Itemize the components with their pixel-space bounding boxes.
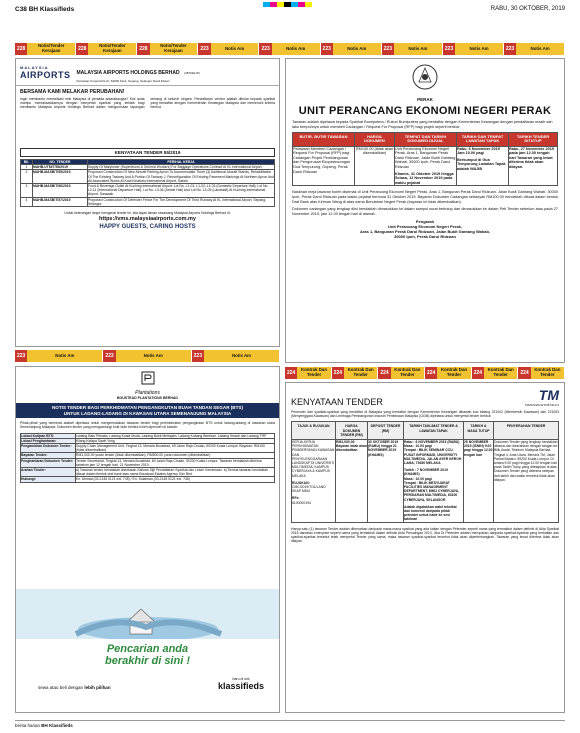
category-number: 223 bbox=[259, 43, 271, 55]
category-label: Kontrak Dan Tender bbox=[484, 367, 517, 379]
mahb-logo-bar bbox=[16, 59, 279, 86]
klassifieds-ad-illustration bbox=[16, 589, 279, 639]
perak-tempat-jual: Unit Perancang Ekonomi Negeri Perak, Aras 1, Bangunan Perak Darul Ridzuan, Jalan Bukit Gantang Wahab, 30000 Ipoh, Perak Darul Ridzuan bbox=[395, 146, 456, 169]
tm-header bbox=[286, 383, 564, 407]
category-number: 223 bbox=[504, 43, 516, 55]
tm-serah: Dokumen Tender yang lengkap hendaklah dibawa dan diserahkan dengan tangan ke: Bilik Asafa, Telekom Malaysia Berhad, Tingkat 4, Aras Utara, Menara TM, Jalan Pantai Baharu, 59200 Kuala Lumpur. Di antara 9.00 pagi hingga 12.00 tengah hari pada Tarikh Tutup yang ditetapkan di atas. Dokumen Tender yang diterima selepas dari tarikh dan waktu tersebut tidak akan dilayan. bbox=[494, 440, 559, 523]
mahb-company-no: (487092-W) bbox=[184, 70, 200, 75]
tm-header-1: HARGA DOKUMEN TENDER (RM) bbox=[336, 422, 368, 440]
category-number: 224 bbox=[518, 367, 530, 379]
table-row: Hubungi: En. Ahmad (03-2145 0121 ext. 745) / En. Sulaiman (03-2145 0121 ext. 746) bbox=[21, 477, 275, 482]
category-label: Notis Am bbox=[272, 43, 320, 55]
boustead-tender-ad bbox=[15, 366, 280, 713]
top-band-cell-4 bbox=[259, 43, 320, 55]
mid-band-right-cell-2 bbox=[378, 367, 425, 379]
mahb-url-link[interactable]: https://vms.malaysiaairports.com.my bbox=[99, 216, 196, 223]
category-label: Kontrak Dan Tender bbox=[531, 367, 564, 379]
mahb-kenyataan: KENYATAAN TENDER 55/2019 bbox=[20, 148, 275, 157]
category-label: Kontrak Dan Tender bbox=[437, 367, 470, 379]
tm-deposit: 30 OKTOBER 2019 (RABU) hingga 21 NOVEMBER 2019 (KHAMIS) bbox=[368, 440, 404, 523]
category-label: Kontrak Dan Tender bbox=[391, 367, 424, 379]
boustead-logo: Plantations BOUSTEAD PLANTATIONS BERHAD bbox=[16, 367, 279, 400]
category-number: 223 bbox=[192, 350, 204, 362]
mahb-slogan: HAPPY GUESTS, CARING HOSTS bbox=[99, 224, 196, 231]
category-label: Notis Am bbox=[455, 43, 503, 55]
top-category-band bbox=[15, 43, 565, 55]
table-row: Arahan Tender: a) Tawaran tender hendaklah disertakan Salinan Sijil Pendaftaran Syarikat dan Lesen Kenderaan. b) Semua tawaran hendaklah dibuat dalam bentuk draf bank atas nama Boustead Estates Agency Sdn Bhd. bbox=[21, 468, 275, 477]
table-row: Lokasi Kutipan BTS: Ladang Batu Pekaka, Ladang Kuala Muda, Ladang Bukit Mertajam, Ladang Kubang Bemban, Ladang Kedah dan Ladang TRP bbox=[21, 433, 275, 438]
category-number: 228 bbox=[15, 43, 27, 55]
footer-prefix: berita harian bbox=[15, 723, 41, 728]
house-handshake-illustration bbox=[16, 589, 280, 639]
boustead-intro: Pihak-pihak yang berminat adalah dipelawa untuk mengemukakan tawaran tender bagi perkhidmatan pengangkutan BTS untuk ladang-ladang di kawasan utara Semenanjung Malaysia. Dokumen tender yang mengandungi butir-butir berikut boleh diperoleh di bawah: bbox=[20, 421, 275, 430]
mid-band-right-cell-4 bbox=[472, 367, 519, 379]
table-row: 1 MAHB-UTM/T/55/2019 Supply Of Manpower (Supervisors & General Workers) For Baggage Operations Contract At KL International Airport. bbox=[21, 165, 275, 170]
boustead-table bbox=[20, 433, 275, 483]
table-row: Pengambilan Dokumen Tender: Supply Chain Management Unit, Tingkat 13, Menara Boustead, 69 Jalan Raja Chulan, 50200 Kuala Lumpur. Bayaran: RM100 (tidak dikembalikan) bbox=[21, 444, 275, 453]
tm-header-0: TAJUK & RUJUKAN bbox=[292, 422, 336, 440]
category-number: 223 bbox=[382, 43, 394, 55]
page-date: RABU, 30 OKTOBER, 2019 bbox=[490, 6, 565, 12]
mahb-heading: BERSAMA KAMI MELAKAR PERUBAHAN! bbox=[20, 89, 125, 95]
mahb-note: Untuk keterangan lanjut mengenai tender ini, sila layari laman sesawang Malaysia Airports Holdings Berhad di: bbox=[64, 211, 231, 216]
tm-rujukan: CMC/2019/T/11/LAND SKAP MMU bbox=[292, 485, 326, 494]
perak-crest: PERAK bbox=[286, 59, 564, 102]
mahb-tender-ad bbox=[15, 58, 280, 347]
top-band-cell-3 bbox=[198, 43, 259, 55]
top-band-cell-5 bbox=[321, 43, 382, 55]
category-number: 223 bbox=[103, 350, 115, 362]
perak-header-4: TARIKH TENDER DITUTUP bbox=[509, 133, 558, 146]
klassifieds-ad-text: Pencarian anda berakhir di sini ! bbox=[105, 643, 190, 667]
mid-band-right-cell-5 bbox=[518, 367, 565, 379]
category-number: 224 bbox=[378, 367, 390, 379]
perak-header-3: TARIKH DAN TEMPAT LAWATAN TAPAK bbox=[457, 133, 509, 146]
category-label: Notis Am bbox=[204, 350, 279, 362]
mahb-intro: Ingin membantu merealisasi misi Malaysia di persada antarabangsa? Kini anda mampu merealisasikannya dengan menyertai syarikat yang terbaik bagi membantu Malaysia Airports Holdings Berhad dalam menguruskan lapangan terbang di seluruh negara. Pendaftaran vendor adalah dibuka kepada syarikat yang berdaftar dengan Kementerian Kewangan Malaysia dan memenuhi kriteria berikut. bbox=[20, 97, 275, 110]
boustead-logo-icon bbox=[141, 371, 155, 385]
mid-band-left-cell-0 bbox=[15, 350, 103, 362]
tm-title: KENYATAAN TENDER bbox=[291, 397, 383, 407]
klassifieds-ad-tagline: sewa atau beli dengan lebih pilihan bbox=[38, 685, 111, 690]
mid-band-right-cell-3 bbox=[425, 367, 472, 379]
mahb-tender-table: Bil. NO. TENDER PERIHAL KERJA 1 MAHB-UTM/T/55/2019 Supply Of Manpower (Supervisors & General Workers) For Baggage Operations Contract At KL International Airport. 2 MAHB-MASB/T/55/2019 Proposed Construction Of New Aircraft Parking Apron To Accommodate Three (3) Additional Aircraft Stands, Rehabilitation Of The Existing Taxiway And A Portion Of Taxiway J, Reconfiguration Of Existing Pavement Markings At Northern Apron And All Associated Works At Kota Kinabalu International Airport, Sabah. 3 MAHB-MASB/T/56/2019 Food & Beverage Outlet At Kuching International Airport: Lot No. L1-01; L1-02; L1-03 (Domestic Departure Hall); Lot No. L2-11 (International Departure Hall); Lot No. L3-06 (Arrival Hall) And Lot No. L4-09 (Landside) At Kuching International Airport, Sarawak. 4 MAHB-MASB/T/57/2019 Proposed Construction Of Defender Fence For The Development Of Third Runway At KL International Airport, Sepang, Selangor. bbox=[20, 159, 275, 207]
category-label: Kontrak Dan Tender bbox=[344, 367, 377, 379]
mid-band-right-cell-1 bbox=[332, 367, 379, 379]
category-number: 223 bbox=[15, 350, 27, 362]
perak-header-0: BUTIR- BUTIR TAWARAN bbox=[293, 133, 355, 146]
category-label: Notis Am bbox=[516, 43, 564, 55]
klassifieds-logo: baru di sini klassifieds bbox=[217, 677, 264, 691]
category-number: 224 bbox=[425, 367, 437, 379]
perak-intro: Tawaran adalah dipelawa kepada Syarikat Bumiputera / Rukun Bumiputera yang berdaftar dengan Kementerian Kewangan dengan pendaftaran masih sah laku tempohnya untuk membeli Cadangan / Request For Proposal (RFP) bagi projek seperti berikut: bbox=[292, 120, 553, 129]
category-number: 224 bbox=[332, 367, 344, 379]
page-footer bbox=[15, 720, 565, 728]
perak-crest-icon bbox=[410, 62, 440, 92]
perak-title: UNIT PERANCANG EKONOMI NEGERI PERAK bbox=[298, 105, 552, 117]
category-number: 223 bbox=[321, 43, 333, 55]
table-row: Bayaran Tender: RM1,000.00 yuran tender (tidak dikembalikan), RM500.00 yuran dokumen (dikembalikan) bbox=[21, 453, 275, 458]
category-number: 224 bbox=[472, 367, 484, 379]
category-label: Notis/Tender Kerajaan bbox=[88, 43, 136, 55]
perak-tender-table bbox=[292, 132, 558, 186]
table-row: 3 MAHB-MASB/T/56/2019 Food & Beverage Outlet At Kuching International Airport: Lot No. L1-01; L1-02; L1-03 (Domestic Departure Hall); Lot No. L2-11 (International Departure Hall); Lot No. L3-06 (Arrival Hall) And Lot No. L4-09 (Landside) At Kuching International Airport, Sarawak. bbox=[21, 184, 275, 198]
table-row: 4 MAHB-MASB/T/57/2019 Proposed Construction Of Defender Fence For The Development Of Third Runway At KL International Airport, Sepang, Selangor. bbox=[21, 197, 275, 206]
tm-tender-ad bbox=[285, 382, 565, 713]
perak-harga: RM100.00 (tidak akan dikembalikan) bbox=[355, 146, 395, 186]
tm-header-3: TARIKH TAKLIMAT TENDER & LAWATAN TAPAK bbox=[404, 422, 464, 440]
perak-header-2: TEMPAT DAN TARIKH DOKUMEN DIJUAL bbox=[395, 133, 457, 146]
tm-header-2: DEPOSIT TENDER (RM) bbox=[368, 422, 404, 440]
tm-tutup: 25 NOVEMBER 2019 (ISNIN) 9.00 pagi hingga 12.00 tengah hari bbox=[464, 440, 494, 523]
category-number: 228 bbox=[137, 43, 149, 55]
top-band-cell-6 bbox=[382, 43, 443, 55]
tm-ref: TM/NIS/2019/TCB740-P1 bbox=[524, 403, 559, 407]
tm-logo: TM bbox=[538, 387, 559, 403]
category-number: 223 bbox=[198, 43, 210, 55]
top-band-cell-8 bbox=[504, 43, 565, 55]
mahb-logo: MALAYSIA AIRPORTS bbox=[20, 64, 71, 80]
page-reference: C38 BH Klassifieds bbox=[15, 6, 75, 13]
footer-brand: BH Klassifieds bbox=[41, 723, 73, 728]
top-band-cell-1 bbox=[76, 43, 137, 55]
tm-header-4: TARIKH & MASA TUTUP bbox=[464, 422, 494, 440]
perak-note-1: Naskhah meja tawaran boleh disemak di Unit Perancang Ekonomi Negeri Perak, Aras 1, Bangunan Perak Darul Ridzuan, Jalan Bukit Gantang Wahab, 30000 Ipoh, Perak Darul Ridzuan pada waktu pejabat bermula 31 Oktober 2019. Bayaran Dokumen Cadangan sebanyak RM100.00 hendaklah dibuat dalam bentuk Draf Bank atas Kiriman Wang di atas nama Bendahari Negeri Perak (bayaran ini tidak dikembalikan). bbox=[292, 190, 558, 204]
table-row: Penghantaran Dokumen Tender: Tender Secretariat, Tingkat 13, Menara Boustead, 69 Jalan Raja Chulan, 50200 Kuala Lumpur. Tawaran hendaklah diterima sebelum jam 12 tengah hari, 21 November 2019. bbox=[21, 458, 275, 467]
mid-category-band-left bbox=[15, 350, 280, 362]
boustead-title-bar: NOTIS TENDER BAGI PERKHIDMATAN PENGANGKUTAN BUAH TANDAN SEGAR (BTS) UNTUK LADANG-LADANG DI KAWASAN UTARA SEMENANJUNG MALAYSIA bbox=[16, 403, 279, 418]
category-label: Notis Am bbox=[116, 350, 191, 362]
perak-lawatan-tarikh: Rabu, 6 November 2019 Jam 10.00 pagi bbox=[457, 146, 500, 156]
mahb-address: Persiaran Korporat KLIA, 64000 KLIA, Sepang, Selangor Darul Ehsan bbox=[76, 78, 170, 83]
perak-tender-ad bbox=[285, 58, 565, 363]
category-number: 228 bbox=[76, 43, 88, 55]
mid-band-right-cell-0 bbox=[285, 367, 332, 379]
category-number: 224 bbox=[285, 367, 297, 379]
tm-intro: Penender dari syarikat-syarikat yang berdaftar di Malaysia yang berdaftar dengan Kementerian Kewangan dibawah kod bidang 221002 (Membersih Kawasan) dan 221003 (Menyenggara Kawasan) dan Lembaga Pembangunan Industri Pembinaan Malaysia (CIDB) dipelawa untuk menyertai tender berikut: bbox=[291, 410, 559, 419]
tm-tajuk: KERJA-KERJA PERKHIDMATAN PEMBERSIHAN KAWASAN DAN PENYELENGGARAAN LANDSKAP DI UNIVERSITI MULTIMEDIA, KAMPUS CYBERJAYA & KAMPUS MELAKA bbox=[292, 440, 335, 478]
table-row: Lokasi Penghantaran: Kilang Kelapa Sawit Yong bbox=[21, 438, 275, 443]
top-band-cell-2 bbox=[137, 43, 198, 55]
category-label: Notis Am bbox=[333, 43, 381, 55]
perak-lawatan-tempat: Berkumpul di Gua Tempurung Lawatan Tapak adalah WAJIB bbox=[457, 157, 506, 171]
perak-tutup: Rabu, 27 November 2019 pada jam 12.00 tengah hari Tawaran yang lewat diterima tidak akan dilayan. bbox=[509, 146, 558, 186]
perak-butir: Pelawaan Memberi Cadangan / Request For Proposal (RFP) bagi Cadangan Projek Pembangunan dan Pengurusan Ekopelancongan Gua Tempurung, Gopeng, Perak Darul Ridzuan bbox=[293, 146, 355, 186]
table-row: 2 MAHB-MASB/T/55/2019 Proposed Construction Of New Aircraft Parking Apron To Accommodate Three (3) Additional Aircraft Stands, Rehabilitation Of The Existing Taxiway And A Portion Of Taxiway J, Reconfiguration Of Existing Pavement Markings At Northern Apron And All Associated Works At Kota Kinabalu International Airport, Sabah. bbox=[21, 170, 275, 184]
category-label: Notis/Tender Kerajaan bbox=[27, 43, 75, 55]
perak-note-2: Dokumen cadangan yang lengkap diisi hendaklah dimasukkan ke dalam sampul surat bertutup dan dimasukkan ke dalam Peti Tender sebelum atau pada 27 November 2019, jam 12.00 tengah hari di alamat:- bbox=[292, 207, 558, 216]
mahb-company-name: MALAYSIA AIRPORTS HOLDINGS BERHAD bbox=[76, 69, 180, 76]
category-label: Kontrak Dan Tender bbox=[297, 367, 330, 379]
tm-tender-table: TAJUK & RUJUKAN HARGA DOKUMEN TENDER (RM) DEPOSIT TENDER (RM) TARIKH TAKLIMAT TENDER & LAWATAN TAPAK TARIKH & MASA TUTUP PENYERAHAN TENDER KERJA-KERJA PERKHIDMATAN PEMBERSIHAN KAWASAN DAN PENYELENGGARAAN LANDSKAP DI UNIVERSITI MULTIMEDIA, KAMPUS CYBERJAYA & KAMPUS MELAKA RUJUKAN: CMC/2019/T/11/LAND SKAP MMU RFx: 6100000194 RM1,000.00 Bayaran tidak akan dikembalikan 30 OKTOBER 2019 (RABU) hingga 21 NOVEMBER 2019 (KHAMIS) Rabu : 6 NOVEMBER 2019 (RABU) Masa : 10.00 pagi Tempat : BILIK SEMINAR CCU, PUSAT INFORMASI, UNIVERSITY MULTIMEDIA, JALAN AYER KEROH LAMA, 75450 MELAKA Tarikh : 7 NOVEMBER 2019 (KHAMIS) Masa : 10.00 pagi Tempat : BILIK MESYUARAT FACILITIES MANAGEMENT DEPARTMENT, MMU CYBERJAYA, PERSIARAN MULTIMEDIA, 63100 CYBERJAYA, SELANGOR Adalah digalakkan wakil teknikal dan komersil daripada pihak petender untuk hadir ke sesi taklimat 25 NOVEMBER 2019 (ISNIN) 9.00 pagi hingga 12.00 tengah hari Dokumen Tender yang lengkap hendaklah dibawa dan diserahkan dengan tangan ke: Bilik Asafa, Telekom Malaysia Berhad, Tingkat 4, Aras Utara, Menara TM, Jalan Pantai Baharu, 59200 Kuala Lumpur. Di antara 9.00 pagi hingga 12.00 tengah hari pada Tarikh Tutup yang ditetapkan di atas. Dokumen Tender yang diterima selepas dari tarikh dan waktu tersebut tidak akan dilayan. bbox=[291, 421, 559, 522]
tm-rfx: 6100000194 bbox=[292, 500, 311, 505]
mid-band-left-cell-1 bbox=[103, 350, 191, 362]
mid-band-left-cell-2 bbox=[192, 350, 280, 362]
category-label: Notis Am bbox=[211, 43, 259, 55]
category-label: Notis Am bbox=[27, 350, 102, 362]
mid-category-band-right bbox=[285, 367, 565, 379]
top-band-cell-0 bbox=[15, 43, 76, 55]
tm-footnote: Hanya satu (1) tawaran Tender adalah dibenarkan daripada mana-mana syarikat yang ada kaitan dengan Petender seperti nama yang termaktub dalam definisi di Akta Syarikat 2016 dan/atau enterprise seperti nama yang termaktub dalam definisi Akta Persaingan 2010. Jika Di Petender adalah merupakan daripada syarikat-syarikat yang berkaitan dan syarikat-syarikat tersebut telah menyertai Tender yang sama, maka tawaran syarikat-syarikat tersebut tidak akan dipertimbangkan. Tawaran yang lewat diterima tidak akan dilayan. bbox=[291, 526, 559, 544]
tm-header-5: PENYERAHAN TENDER bbox=[494, 422, 559, 440]
category-label: Notis Am bbox=[394, 43, 442, 55]
category-label: Notis/Tender Kerajaan bbox=[150, 43, 198, 55]
perak-tarikh-jual: Khamis, 31 Oktober 2019 hingga Selasa, 12 November 2019 pada waktu pejabat bbox=[395, 171, 454, 185]
category-number: 223 bbox=[443, 43, 455, 55]
perak-header-1: HARGA DOKUMEN bbox=[355, 133, 395, 146]
top-band-cell-7 bbox=[443, 43, 504, 55]
page-header bbox=[15, 6, 565, 16]
tm-harga: RM1,000.00 Bayaran tidak akan dikembalikan bbox=[336, 440, 368, 523]
perak-signature: Pengarah Unit Perancang Ekonomi Negeri Perak, Aras 1, Bangunan Perak Darul Ridzuan, Jalan Bukit Gantang Wahab, 30000 Ipoh, Perak Darul Ridzuan bbox=[359, 219, 491, 240]
